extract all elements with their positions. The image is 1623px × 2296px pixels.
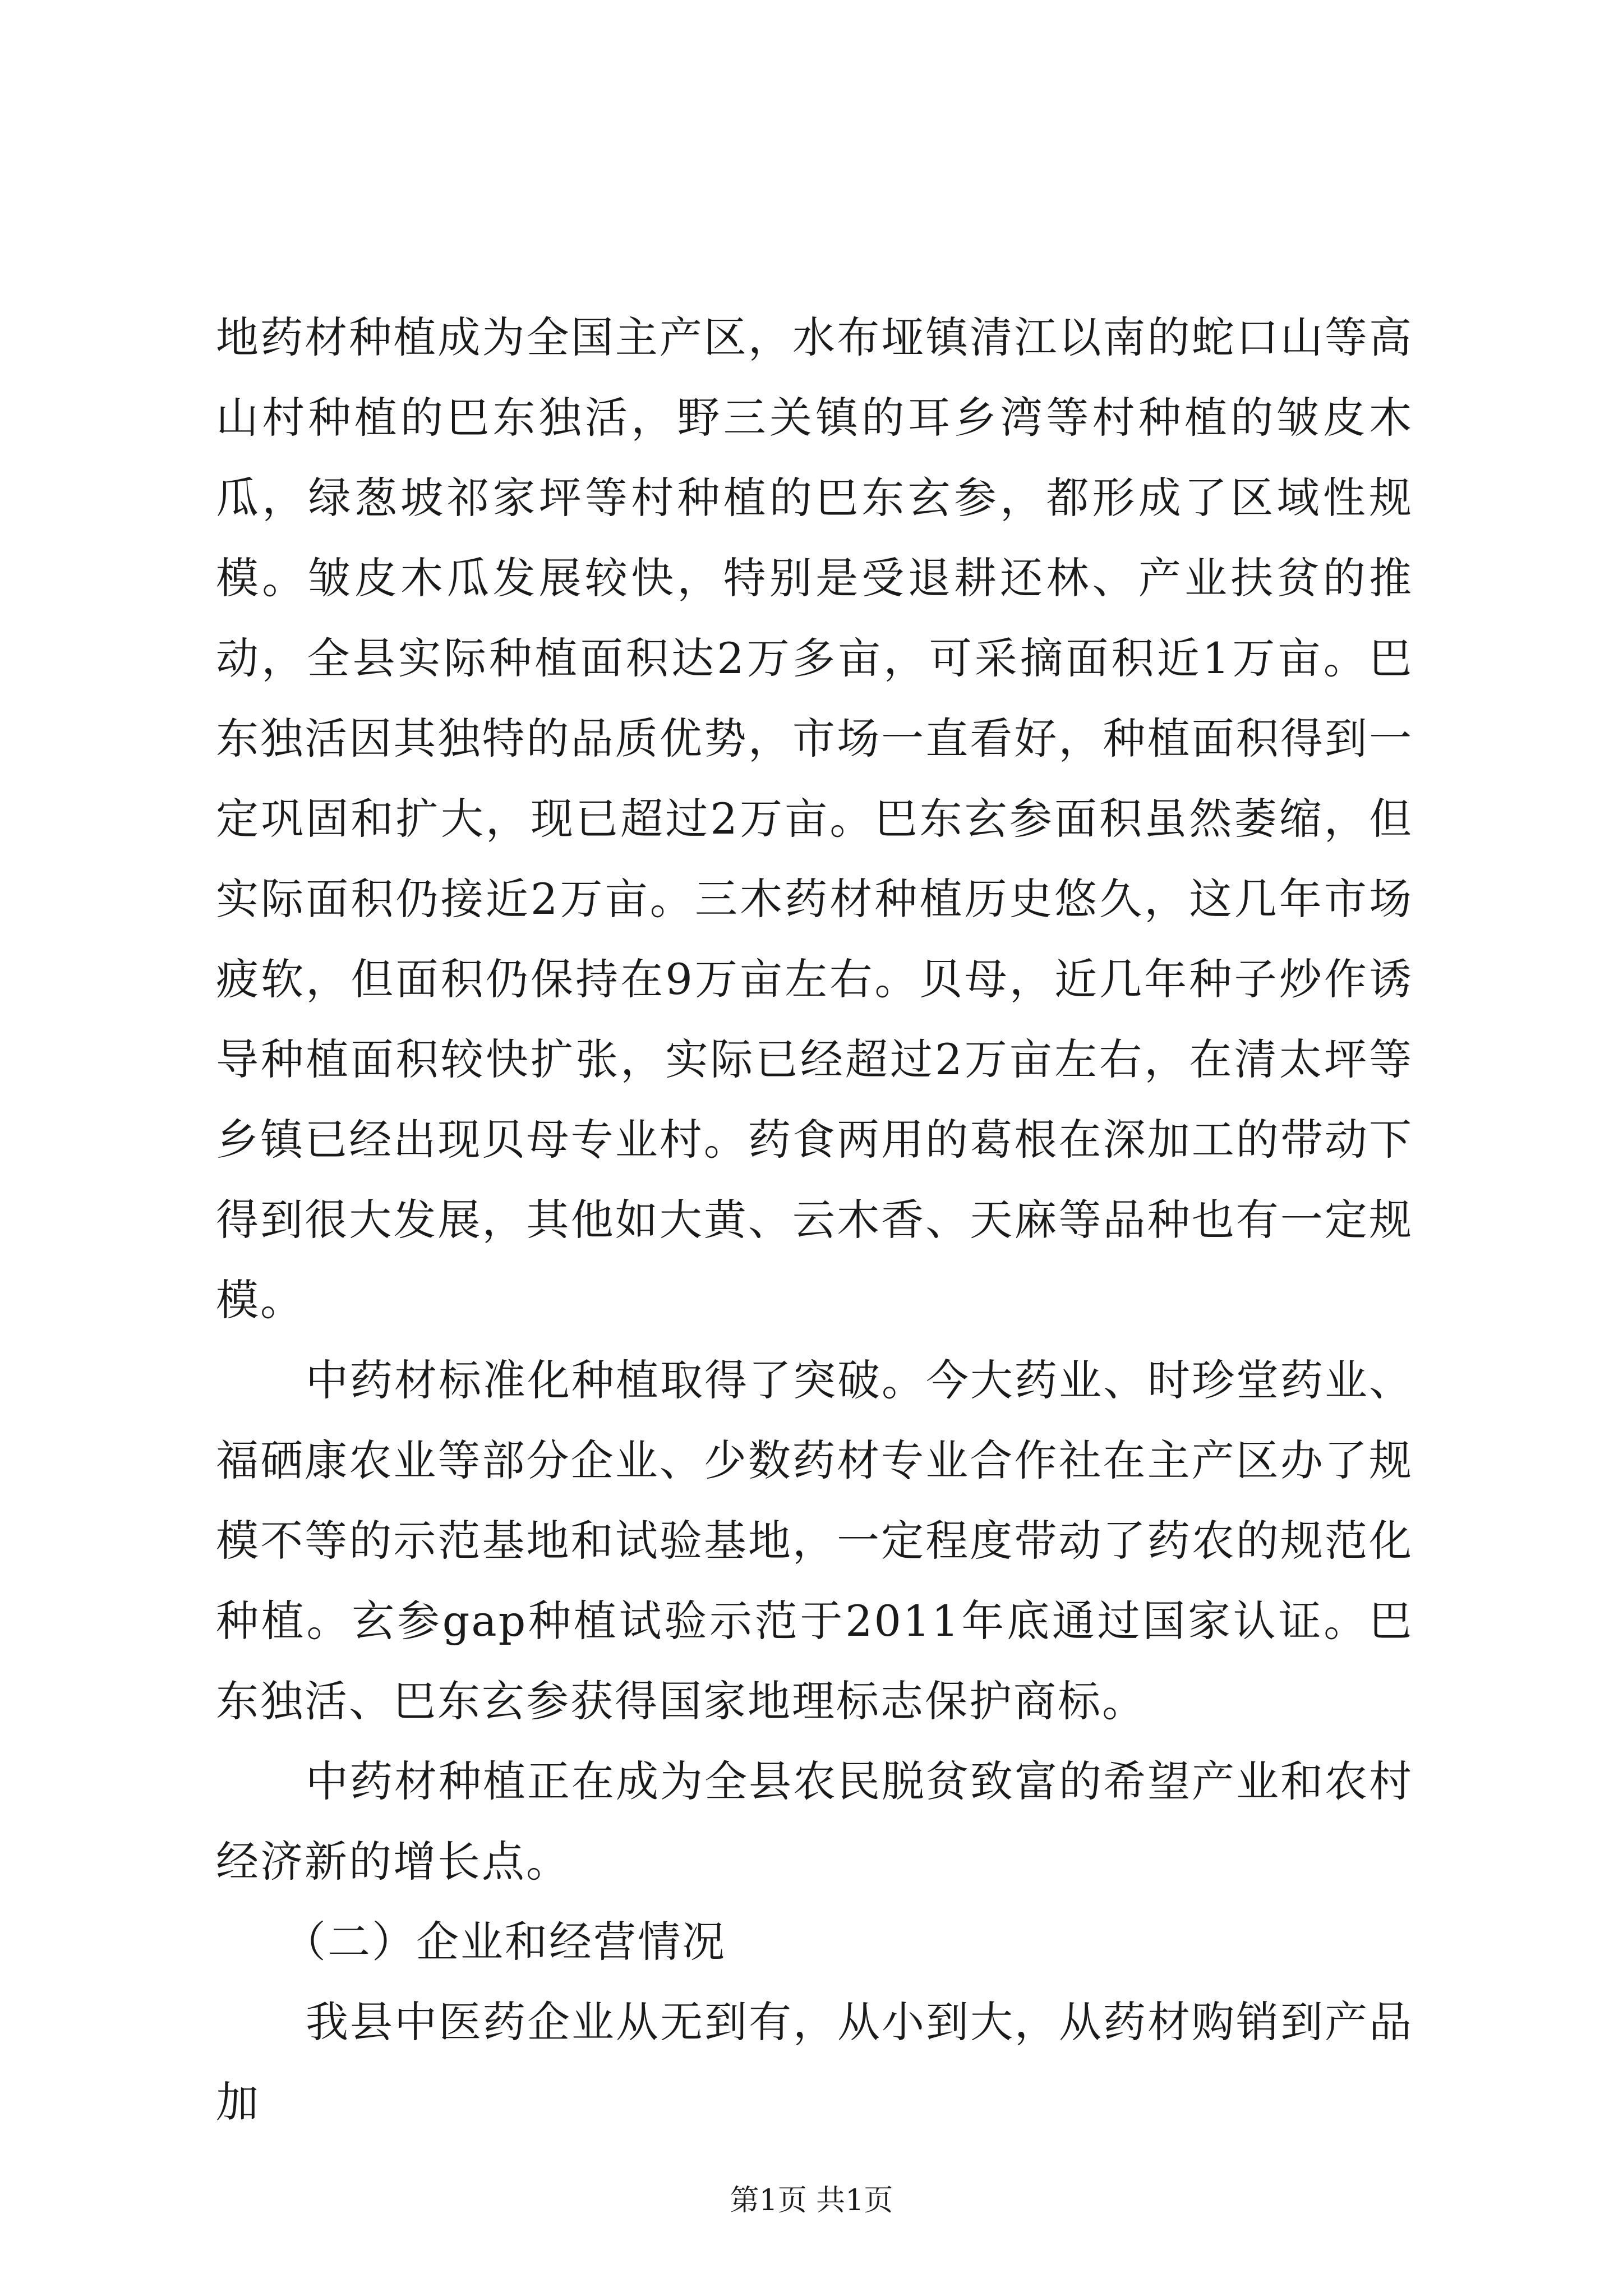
document-body — [216, 297, 1413, 2142]
paragraph-planting-regions: 地药材种植成为全国主产区，水布垭镇清江以南的蛇口山等高山村种植的巴东独活，野三关镇的耳乡湾等村种植的皱皮木瓜，绿葱坡祁家坪等村种植的巴东玄参，都形成了区域性规模。皱皮木瓜发展较快，特别是受退耕还林、产业扶贫的推动，全县实际种植面积达2万多亩，可采摘面积近1万亩。巴东独活因其独特的品质优势，市场一直看好，种植面积得到一定巩固和扩大，现已超过2万亩。巴东玄参面积虽然萎缩，但实际面积仍接近2万亩。三木药材种植历史悠久，这几年市场疲软，但面积仍保持在9万亩左右。贝母，近几年种子炒作诱导种植面积较快扩张，实际已经超过2万亩左右，在清太坪等乡镇已经出现贝母专业村。药食两用的葛根在深加工的带动下得到很大发展，其他如大黄、云木香、天麻等品种也有一定规模。 — [216, 312, 1413, 1325]
page-footer: 第1页 共1页 — [730, 2184, 893, 2217]
section-heading: （二）企业和经营情况 — [283, 1917, 726, 1967]
paragraph-standardized-planting: 中药材标准化种植取得了突破。今大药业、时珍堂药业、福硒康农业等部分企业、少数药材专业合作社在主产区办了规模不等的示范基地和试验基地，一定程度带动了药农的规范化种植。玄参gap种植试验示范于2011年底通过国家认证。巴东独活、巴东玄参获得国家地理标志保护商标。 — [216, 1355, 1413, 1726]
paragraph-enterprise-intro: 我县中医药企业从无到有，从小到大，从药材购销到产品加 — [216, 1997, 1413, 2127]
paragraph-growth-point: 中药材种植正在成为全县农民脱贫致富的希望产业和农村经济新的增长点。 — [216, 1756, 1413, 1887]
